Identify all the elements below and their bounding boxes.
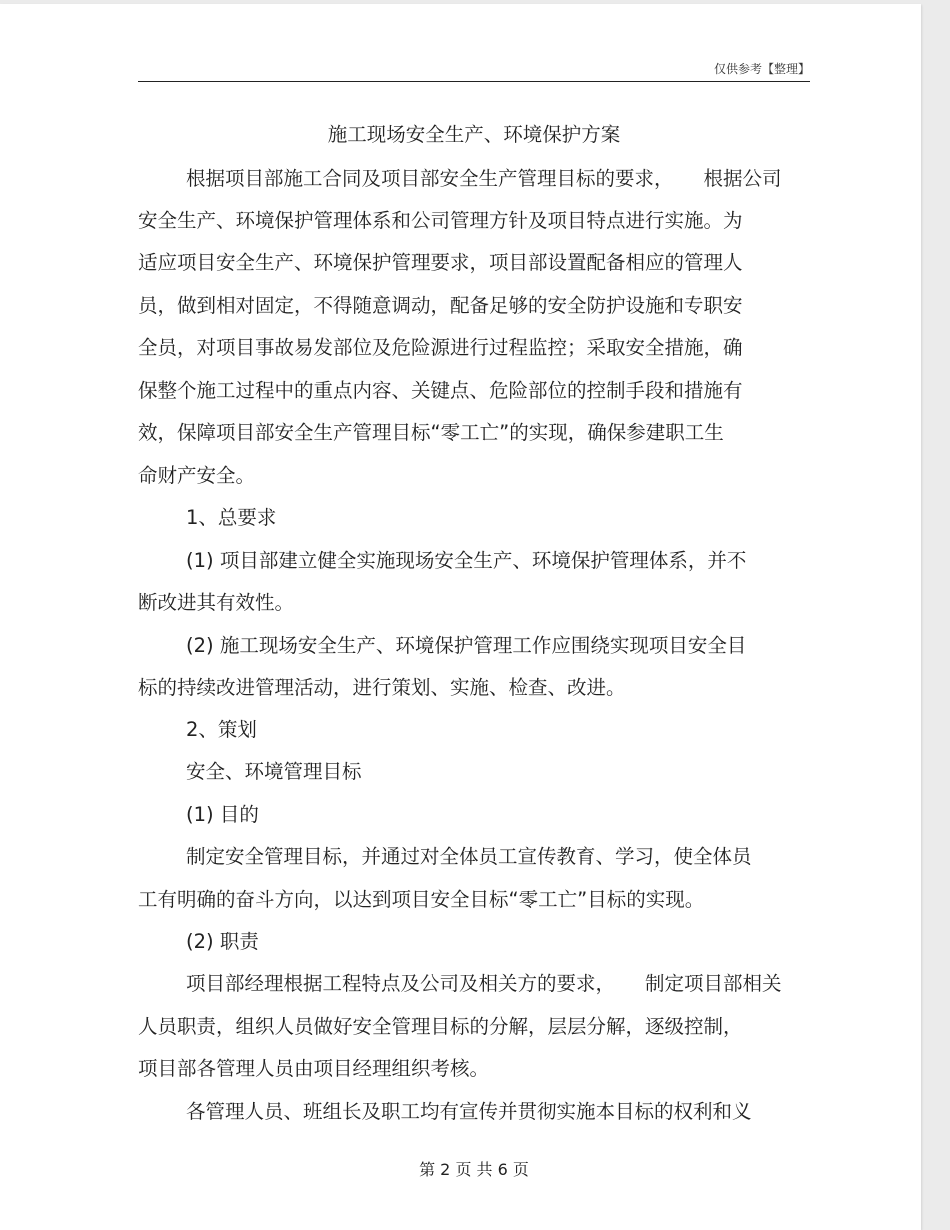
paragraph-line: 断改进其有效性。 [138, 591, 295, 614]
paragraph-text: 制定项目部相关 [645, 972, 782, 995]
header-note: 仅供参考【整理】 [713, 62, 810, 76]
paragraph-line: 安全生产、环境保护管理体系和公司管理方针及项目特点进行实施。为 [138, 209, 743, 232]
subsection-heading: (2) 职责 [186, 930, 259, 953]
subsection-heading: (1) 目的 [186, 803, 259, 826]
paragraph-text: 根据公司 [703, 167, 782, 190]
paragraph-line: 制定安全管理目标，并通过对全体员工宣传教育、学习，使全体员 [186, 845, 752, 868]
paragraph-line: 适应项目安全生产、环境保护管理要求，项目部设置配备相应的管理人 [138, 251, 743, 274]
paragraph-text: 根据项目部施工合同及项目部安全生产管理目标的要求， [186, 167, 674, 190]
paragraph-line: 各管理人员、班组长及职工均有宣传并贯彻实施本目标的权利和义 [186, 1100, 752, 1123]
paragraph-line: (1) 项目部建立健全实施现场安全生产、环境保护管理体系，并不 [186, 549, 747, 572]
section-heading: 1、总要求 [186, 506, 277, 529]
paragraph-text: 项目部经理根据工程特点及公司及相关方的要求， [186, 972, 616, 995]
paragraph-line: 标的持续改进管理活动，进行策划、实施、检查、改进。 [138, 676, 626, 699]
section-heading: 2、策划 [186, 718, 257, 741]
paragraph-line [186, 968, 782, 996]
paragraph-line [186, 163, 782, 191]
paragraph-line: 效，保障项目部安全生产管理目标“零工亡”的实现，确保参建职工生 [138, 421, 724, 444]
document-page [0, 4, 921, 1230]
paragraph-line: 人员职责，组织人员做好安全管理目标的分解，层层分解，逐级控制， [138, 1015, 743, 1038]
paragraph-line: 项目部各管理人员由项目经理组织考核。 [138, 1057, 490, 1080]
header-rule [138, 81, 810, 82]
paragraph-line: (2) 施工现场安全生产、环境保护管理工作应围绕实现项目安全目 [186, 634, 747, 657]
paragraph-line: 命财产安全。 [138, 464, 256, 487]
document-title: 施工现场安全生产、环境保护方案 [327, 123, 621, 146]
paragraph-line: 工有明确的奋斗方向，以达到项目安全目标“零工亡”目标的实现。 [138, 888, 705, 911]
paragraph-line: 员，做到相对固定，不得随意调动，配备足够的安全防护设施和专职安 [138, 294, 743, 317]
subsection-heading: 安全、环境管理目标 [186, 760, 362, 783]
page-number: 第 2 页 共 6 页 [419, 1160, 529, 1179]
paragraph-line: 保整个施工过程中的重点内容、关键点、危险部位的控制手段和措施有 [138, 379, 743, 402]
paragraph-line: 全员，对项目事故易发部位及危险源进行过程监控；采取安全措施，确 [138, 336, 743, 359]
